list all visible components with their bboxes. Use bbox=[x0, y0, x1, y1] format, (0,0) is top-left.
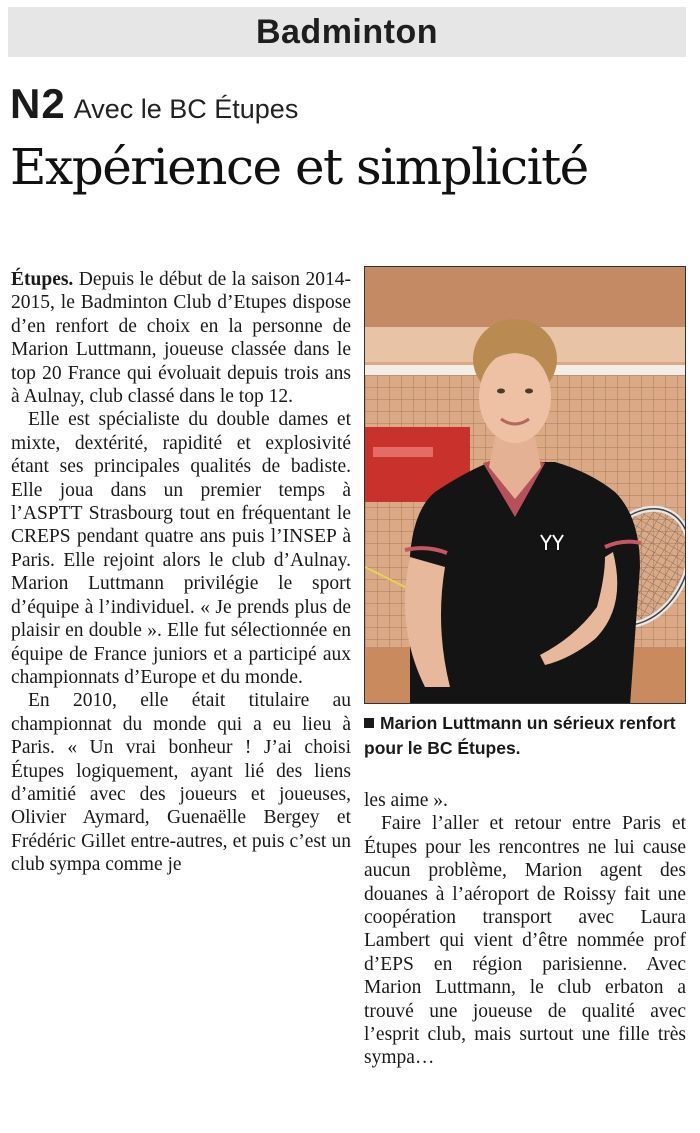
player-photo bbox=[364, 266, 686, 704]
caption-text: Marion Luttmann un sérieux renfort pour le BC Étupes. bbox=[364, 713, 676, 758]
division-badge: N2 bbox=[10, 80, 66, 127]
paragraph-1 bbox=[11, 268, 351, 408]
dateline: Étupes. bbox=[11, 269, 74, 290]
paragraph-1-text: Depuis le début de la saison 2014-2015, le Badminton Club d’Etupes dispose d’en renfort de choix en la personne de Marion Luttmann, joueuse classée dans le top 20 France qui évoluait depuis trois ans à Aulnay, club classé dans le top 12. bbox=[11, 269, 351, 408]
player-photo-illustration bbox=[365, 267, 686, 704]
section-banner bbox=[8, 7, 686, 57]
article-headline: Expérience et simplicité bbox=[10, 138, 588, 196]
paragraph-2: Elle est spécialiste du double dames et mixte, dextérité, rapidité et explosivité étant ses principales qualités de badiste. Elle joua dans un premier temps à l’ASPTT Strasbourg tout en fréquentant le CREPS pendant quatre ans puis l’INSEP à Paris. Elle rejoint alors le club d’Aulnay. Marion Luttmann privilégie le sport d’équipe à l’individuel. « Je prends plus de plaisir en double ». Elle fut sélectionnée en équipe de France juniors et a participé aux championnats d’Europe et du monde. bbox=[11, 409, 351, 688]
kicker-line bbox=[10, 80, 298, 128]
article-column-right bbox=[364, 789, 686, 1070]
paragraph-3: En 2010, elle était titulaire au championnat du monde qui a eu lieu à Paris. « Un vrai bonheur ! J’ai choisi Étupes logiquement, ayant lié des liens d’amitié avec des joueurs et joueuses, Olivier Aymard, Guenaëlle Bergey et Frédéric Gillet entre-autres, et puis c’est un club sympa comme je bbox=[11, 690, 351, 876]
article-column-left bbox=[11, 268, 351, 877]
paragraph-4: les aime ». bbox=[364, 790, 448, 811]
photo-caption bbox=[364, 711, 686, 761]
caption-square-icon bbox=[364, 718, 374, 728]
kicker-subtitle: Avec le BC Étupes bbox=[73, 94, 299, 124]
paragraph-5: Faire l’aller et retour entre Paris et Étupes pour les rencontres ne lui cause aucun problème, Marion agent des douanes à l’aéroport de Roissy fait une coopération transport avec Laura Lambert qui vient d’être nommée prof d’EPS en région parisienne. Avec Marion Luttmann, le club erbaton a trouvé une joueuse de qualité avec l’esprit club, mais surtout une fille très sympa… bbox=[364, 813, 686, 1069]
section-title: Badminton bbox=[255, 12, 439, 51]
